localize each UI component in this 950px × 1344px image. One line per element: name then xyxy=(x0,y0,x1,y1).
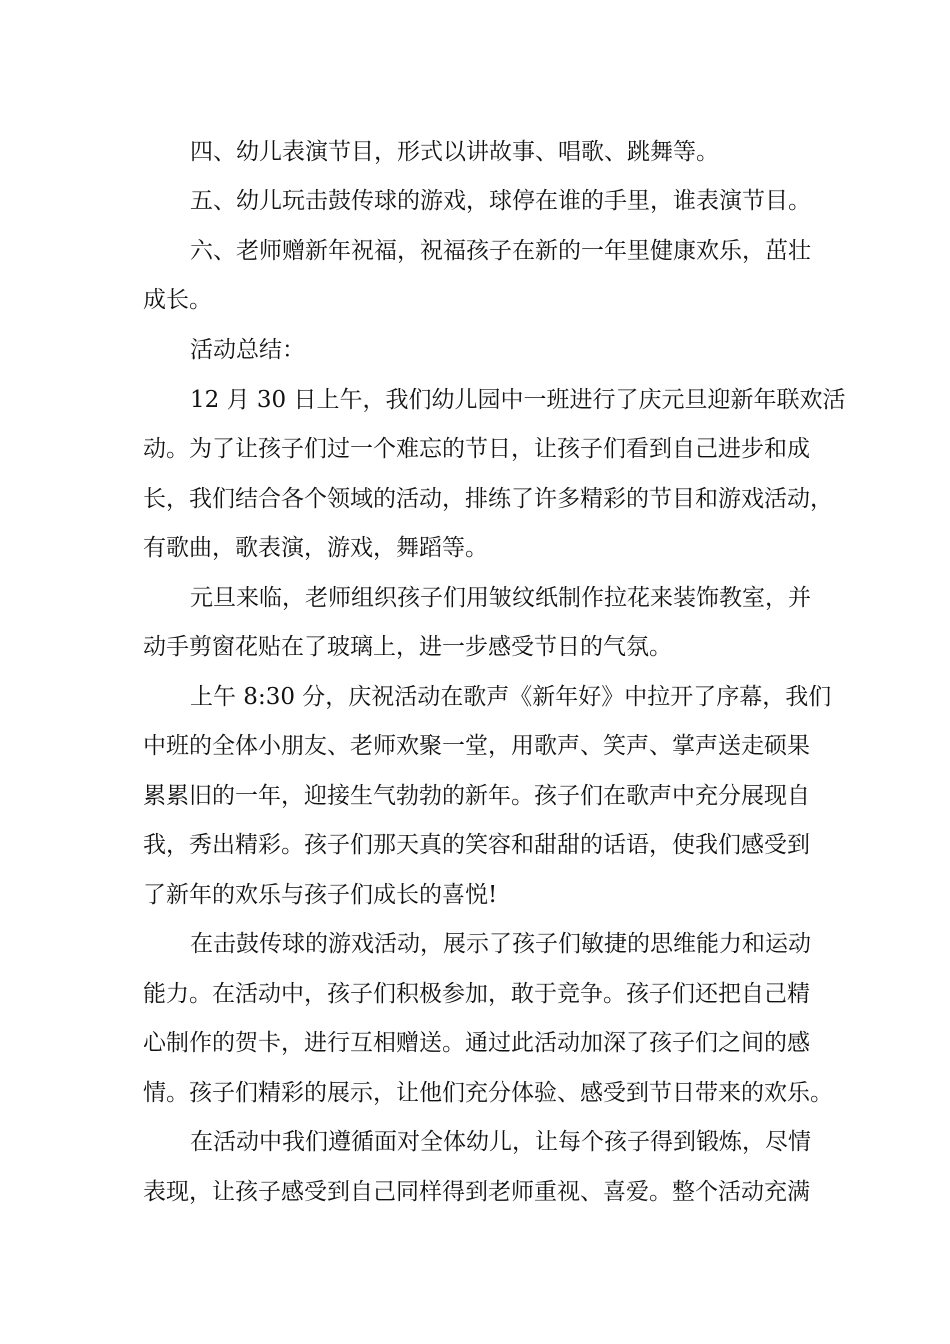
text-line: 动。为了让孩子们过一个难忘的节日，让孩子们看到自己进步和成 xyxy=(143,436,810,462)
text-line: 上午 8:30 分，庆祝活动在歌声《新年好》中拉开了序幕，我们 xyxy=(190,684,832,710)
text-line: 在活动中我们遵循面对全体幼儿，让每个孩子得到锻炼，尽情 xyxy=(190,1129,811,1155)
text-line: 了新年的欢乐与孩子们成长的喜悦! xyxy=(143,882,498,908)
text-line: 四、幼儿表演节目，形式以讲故事、唱歌、跳舞等。 xyxy=(190,139,719,165)
text-line: 元旦来临，老师组织孩子们用皱纹纸制作拉花来装饰教室，并 xyxy=(190,585,811,611)
text-line: 中班的全体小朋友、老师欢聚一堂，用歌声、笑声、掌声送走硕果 xyxy=(143,733,810,759)
text-line: 情。孩子们精彩的展示，让他们充分体验、感受到节日带来的欢乐。 xyxy=(143,1080,833,1106)
text-line: 五、幼儿玩击鼓传球的游戏，球停在谁的手里，谁表演节目。 xyxy=(190,188,811,214)
text-line: 长，我们结合各个领域的活动，排练了许多精彩的节目和游戏活动， xyxy=(143,486,833,512)
text-line: 成长。 xyxy=(143,287,212,313)
text-line: 我，秀出精彩。孩子们那天真的笑容和甜甜的话语，使我们感受到 xyxy=(143,832,810,858)
text-line: 累累旧的一年，迎接生气勃勃的新年。孩子们在歌声中充分展现自 xyxy=(143,783,810,809)
text-line: 表现，让孩子感受到自己同样得到老师重视、喜爱。整个活动充满 xyxy=(143,1179,810,1205)
text-line: 在击鼓传球的游戏活动，展示了孩子们敏捷的思维能力和运动 xyxy=(190,931,811,957)
text-line: 能力。在活动中，孩子们积极参加，敢于竞争。孩子们还把自己精 xyxy=(143,981,810,1007)
text-line: 六、老师赠新年祝福，祝福孩子在新的一年里健康欢乐，茁壮 xyxy=(190,238,811,264)
text-line: 有歌曲，歌表演，游戏，舞蹈等。 xyxy=(143,535,488,561)
text-line: 12 月 30 日上午，我们幼儿园中一班进行了庆元旦迎新年联欢活 xyxy=(190,387,846,413)
text-line: 动手剪窗花贴在了玻璃上，进一步感受节日的气氛。 xyxy=(143,634,672,660)
section-heading: 活动总结： xyxy=(190,337,305,363)
text-line: 心制作的贺卡，进行互相赠送。通过此活动加深了孩子们之间的感 xyxy=(143,1030,810,1056)
